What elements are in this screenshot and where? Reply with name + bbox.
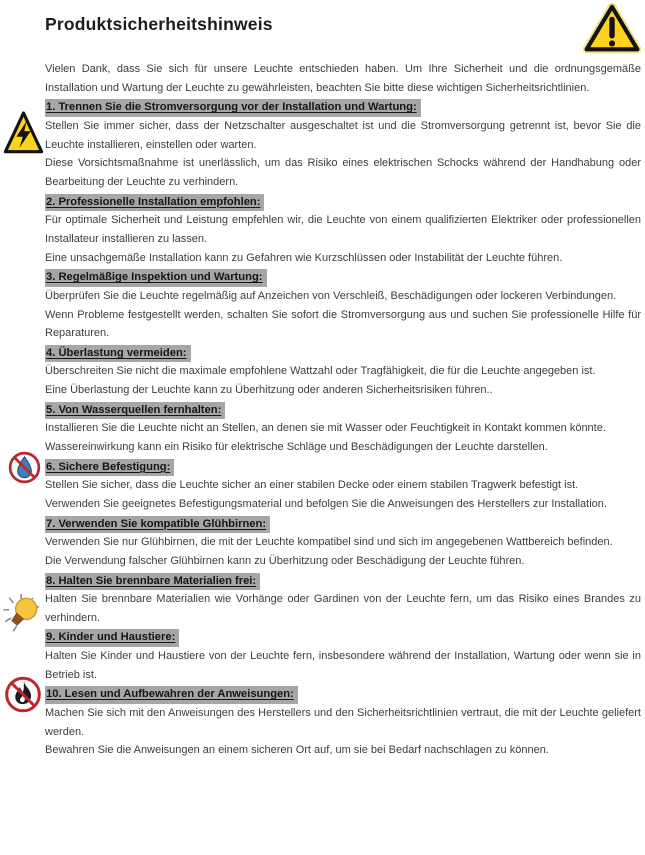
section-heading-text: 1. Trennen Sie die Stromversorgung vor der Installation und Wartung:	[45, 99, 421, 117]
section-heading-3	[45, 267, 641, 287]
sections	[45, 97, 641, 760]
section-paragraph: Stellen Sie immer sicher, dass der Netzschalter ausgeschaltet ist und die Stromversorgung getrennt ist, bevor Sie die Leuchte installieren, einstellen oder warten.	[45, 119, 641, 151]
section-heading-text: 8. Halten Sie brennbare Materialien frei:	[45, 573, 260, 591]
section-heading-7	[45, 514, 641, 534]
section-paragraph: Halten Sie brennbare Materialien wie Vorhänge oder Gardinen von der Leuchte fern, um das Risiko eines Brandes zu verhindern.	[45, 593, 641, 624]
section-paragraph: Machen Sie sich mit den Anweisungen des Herstellers und den Sicherheitsrichtlinien vertraut, die mit der Leuchte geliefert werden.	[45, 706, 641, 738]
section-paragraph: Überschreiten Sie nicht die maximale empfohlene Wattzahl oder Tragfähigkeit, die für die Leuchte angegeben ist.	[45, 365, 596, 378]
no-fire-icon	[3, 673, 43, 716]
section-paragraph: Halten Sie Kinder und Haustiere von der Leuchte fern, insbesondere während der Installation, Wartung oder wenn sie in Betrieb ist.	[45, 649, 641, 681]
section-paragraph: Eine unsachgemäße Installation kann zu Gefahren wie Kurzschlüssen oder Instabilität der Leuchte führen.	[45, 251, 563, 264]
section-paragraph: Die Verwendung falscher Glühbirnen kann zu Überhitzung oder Beschädigung der Leuchte führen.	[45, 554, 525, 567]
intro-paragraph: Vielen Dank, dass Sie sich für unsere Leuchte entschieden haben. Um Ihre Sicherheit und die ordnungsgemäße Installation und Wartung der Leuchte zu gewährleisten, beachten Sie bitte diese wichtigen Sicherheitsrichtlinien.	[45, 63, 641, 94]
section-heading-text: 6. Sichere Befestigung:	[45, 459, 174, 477]
section-heading-text: 5. Von Wasserquellen fernhalten:	[45, 402, 225, 420]
page-title: Produktsicherheitshinweis	[45, 14, 273, 34]
section-paragraph: Eine Überlastung der Leuchte kann zu Überhitzung oder anderen Sicherheitsrisiken führen..	[45, 384, 493, 397]
section-paragraph: Bewahren Sie die Anweisungen an einem sicheren Ort auf, um sie bei Bedarf nachschlagen zu können.	[45, 744, 549, 757]
section-heading-text: 4. Überlastung vermeiden:	[45, 345, 191, 363]
section-heading-2	[45, 192, 641, 212]
section-heading-6	[45, 457, 641, 477]
section-paragraph: Überprüfen Sie die Leuchte regelmäßig auf Anzeichen von Verschleiß, Beschädigungen oder lockeren Verbindungen.	[45, 289, 617, 302]
electric-hazard-icon	[3, 108, 44, 156]
section-heading-text: 9. Kinder und Haustiere:	[45, 629, 179, 647]
no-water-icon	[7, 449, 42, 486]
section-heading-5	[45, 400, 641, 420]
section-paragraph: Wassereinwirkung kann ein Risiko für elektrische Schläge und Beschädigungen der Leuchte darstellen.	[45, 441, 548, 454]
section-heading-10	[45, 684, 641, 704]
section-heading-9	[45, 627, 641, 647]
section-paragraph: Diese Vorsichtsmaßnahme ist unerlässlich, um das Risiko eines elektrischen Schocks während der Handhabung oder Bearbeitung der Leuchte zu verhindern.	[45, 157, 641, 189]
section-paragraph: Stellen Sie sicher, dass die Leuchte sicher an einer stabilen Decke oder einem stabilen Tragwerk befestigt ist.	[45, 479, 579, 492]
content-column	[45, 14, 641, 760]
section-paragraph: Für optimale Sicherheit und Leistung empfehlen wir, die Leuchte von einem qualifizierten Elektriker oder professionellen Installateur installieren zu lassen.	[45, 214, 641, 245]
section-paragraph: Installieren Sie die Leuchte nicht an Stellen, an denen sie mit Wasser oder Feuchtigkeit in Kontakt kommen könnte.	[45, 422, 606, 435]
section-heading-8	[45, 571, 641, 591]
section-heading-text: 7. Verwenden Sie kompatible Glühbirnen:	[45, 516, 270, 534]
section-heading-text: 10. Lesen und Aufbewahren der Anweisungen:	[45, 686, 298, 704]
section-paragraph: Verwenden Sie geeignetes Befestigungsmaterial und befolgen Sie die Anweisungen des Herstellers zur Installation.	[45, 497, 607, 510]
section-heading-text: 3. Regelmäßige Inspektion und Wartung:	[45, 269, 267, 287]
section-paragraph: Wenn Probleme festgestellt werden, schalten Sie sofort die Stromversorgung aus und suchen Sie professionelle Hilfe für Reparaturen.	[45, 308, 641, 340]
bulb-icon	[2, 590, 48, 639]
section-heading-1	[45, 97, 641, 117]
section-paragraph: Verwenden Sie nur Glühbirnen, die mit der Leuchte kompatibel sind und sich im angegebenen Wattbereich befinden.	[45, 536, 613, 549]
section-heading-text: 2. Professionelle Installation empfohlen:	[45, 194, 264, 212]
section-heading-4	[45, 343, 641, 363]
